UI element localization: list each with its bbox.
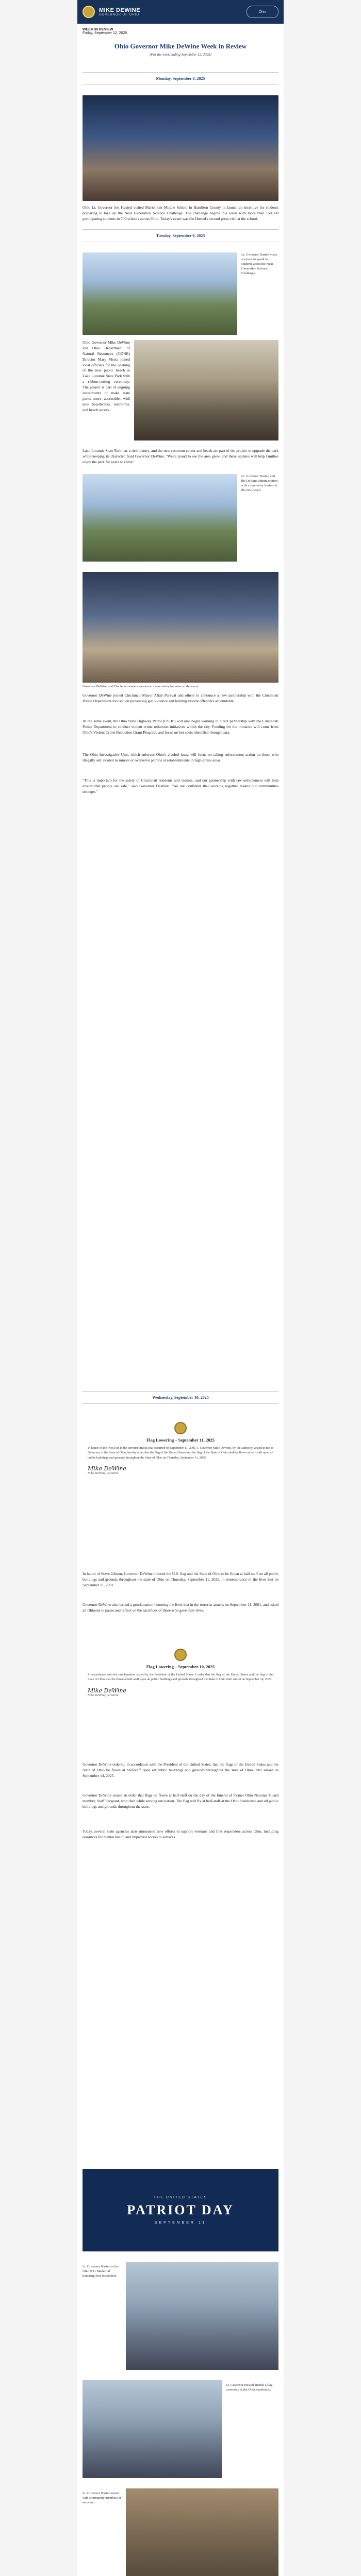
ohio-seal-icon [83, 6, 95, 18]
day-heading-wednesday: Wednesday, September 10, 2025 [152, 1395, 209, 1400]
caption-3: Governor DeWine and Cincinnati leaders announce a new safety initiative at the event. [83, 685, 200, 688]
meta-label: WEEK IN REVIEW [83, 28, 113, 31]
paragraph-2: Ohio Governor Mike DeWine and Ohio Department of Natural Resources (ODNR) Director Mary Mertz joined local officials for the opening of the new public beach at Lake Loramie State Park with a ribbon-cutting ceremony. The project is part of ongoing investments to make state parks more accessible, with new boardwalks, restrooms, and beach access. [83, 340, 130, 412]
ohio-logo: Ohio [247, 6, 278, 18]
photo-school-event [83, 95, 278, 201]
caption-2: Lt. Governor Husted and the DeWine administration with community leaders at the new beach. [241, 474, 278, 493]
paragraph-10: Governor DeWine ordered, in accordance with the President of the United States, that the flags of the United States and the State of Ohio be flown at half-staff upon all public buildings and grounds throughout the state of Ohio until sunset on September 14, 2025. [83, 1762, 278, 1778]
paragraph-1: Ohio Lt. Governor Jon Husted visited Mariemont Middle School in Hamilton County to launch an incentive for students preparing to take on the Next Generation Science Challenge. The challenge begins this week with more than 150,000 participating students in 700 schools across Ohio. Today's event was the Husted's second press visit at the school. [83, 205, 278, 221]
proclamation-1-body: In honor of the lives lost in the terrorist attacks that occurred on September 11, 2001, I, Governor Mike DeWine, by the authority vested in me as Governor of the State of Ohio, hereby order that the flag of the United States and the flag of the State of Ohio shall be flown at half-staff upon all public buildings and grounds throughout the State of Ohio on Thursday, September 11, 2025. [88, 1446, 273, 1460]
meta-block [77, 24, 284, 35]
day-heading-tuesday: Tuesday, September 9, 2025 [156, 233, 205, 238]
page-title: Ohio Governor Mike DeWine Week in Review [114, 42, 247, 50]
day-heading-monday: Monday, September 8, 2025 [156, 76, 205, 81]
proclamation-2-heading: Flag Lowering – September 10, 2025 [146, 1664, 215, 1669]
signature: Mike DeWine [88, 1465, 127, 1472]
patriot-top: THE UNITED STATES [153, 2196, 208, 2199]
proclamation-2 [88, 1649, 273, 1697]
proclamation-seal-icon [174, 1649, 187, 1661]
photo-press-conference [83, 572, 278, 683]
paragraph-7: "This is important for the safety of Cincinnati residents and visitors, and our partnership with law enforcement will help ensure that people are safe," said Governor DeWine. "We are confident that working together makes our communities stronger." [83, 778, 278, 794]
governor-name: MIKE DEWINE [99, 7, 141, 13]
meta-date: Friday, September 12, 2025 [83, 31, 127, 35]
photo-beach-opening [134, 340, 278, 440]
photo-memorial-wall [126, 2488, 278, 2576]
proclamation-seal-icon [174, 1422, 187, 1434]
page-subtitle: (For the week ending September 12, 2025) [150, 53, 211, 57]
caption-4: Lt. Governor Husted at the Ohio 9/11 Memorial honoring first responders. [83, 2265, 119, 2278]
photo-memorial [126, 2262, 278, 2370]
paragraph-12: Today, several state agencies also announced new efforts to support veterans and first responders across Ohio, including resources for mental health and improved access to services. [83, 1829, 278, 1839]
signature-title: Mike DeWine, Governor [88, 1471, 119, 1475]
photo-ribbon-cutting [83, 252, 237, 335]
header-banner [77, 0, 284, 24]
caption-6: Lt. Governor Husted meets with community members at an event. [83, 2492, 121, 2505]
photo-flag-ceremony [83, 2380, 222, 2478]
paragraph-11: Governor DeWine issued an order that flags be flown at half-staff on the day of the funeral of former Ohio National Guard member, Staff Sergeant, who died while serving our nation. The flag will fly at half-staff at the Ohio Statehouse and all public buildings and grounds throughout the state. [83, 1793, 278, 1809]
paragraph-8: In honor of Steve Gibson, Governor DeWine ordered the U.S. flag and the State of Ohio to be flown at half-staff on all public buildings and grounds throughout the state of Ohio on Thursday, September 11, 2025, in remembrance of the lives lost on September 11, 2001. [83, 1571, 278, 1587]
newsletter-page [77, 0, 284, 2576]
paragraph-9: Governor DeWine also issued a proclamation honoring the lives lost in the terrorist attacks on September 11, 2001, and asked all Ohioans to pause and reflect on the sacrifices of those who gave their lives. [83, 1602, 278, 1613]
proclamation-1-heading: Flag Lowering – September 11, 2025 [146, 1437, 215, 1443]
patriot-day-banner [83, 2169, 278, 2251]
paragraph-5: At the same event, the Ohio State Highway Patrol (OSHP) will also begin working in direct partnership with the Cincinnati Police Department to conduct violent crime reduction initiatives within the city. Funding for the initiative will come from Ohio's Violent Crime Reduction Grant Program, and focus on hot spots identified through data. [83, 719, 278, 735]
paragraph-6: The Ohio Investigative Unit, which enforces Ohio's alcohol laws, will focus on taking enforcement action on those who illegally sell alcohol to minors or overserve patrons at establishments in high-crime areas. [83, 752, 278, 762]
governor-subtitle: GOVERNOR OF OHIO [99, 13, 140, 16]
caption-1: Lt. Governor Husted visits a school to speak to students about the Next Generation Science Challenge. [241, 253, 277, 276]
proclamation-2-body: In accordance with the proclamation issued by the President of the United States, I order that the flag of the United States and the flag of the State of Ohio shall be flown at half-staff upon all public buildings and grounds throughout the State of Ohio until sunset on September 14, 2025. [88, 1673, 273, 1682]
signature-title: Mike DeWine, Governor [88, 1693, 119, 1697]
brand-block [99, 7, 140, 16]
proclamation-1 [88, 1422, 273, 1475]
patriot-title: PATRIOT DAY [127, 2202, 234, 2217]
photo-park-group [83, 474, 237, 562]
signature: Mike DeWine [88, 1687, 127, 1694]
paragraph-3: Lake Loramie State Park has a rich history, and the new restroom center and beach are part of the project to upgrade the park while keeping its character. Said Governor DeWine, "We're proud to see the area grow, and these updates will help families enjoy the park for years to come." [83, 448, 278, 464]
caption-5: Lt. Governor Husted attends a flag ceremony at the Ohio Statehouse. [226, 2383, 273, 2392]
patriot-date: SEPTEMBER 11 [154, 2221, 207, 2225]
paragraph-4: Governor DeWine joined Cincinnati Mayor Aftab Pureval and others to announce a new partnership with the Cincinnati Police Department focused on preventing gun violence and holding violent offenders accountable. [83, 693, 278, 703]
